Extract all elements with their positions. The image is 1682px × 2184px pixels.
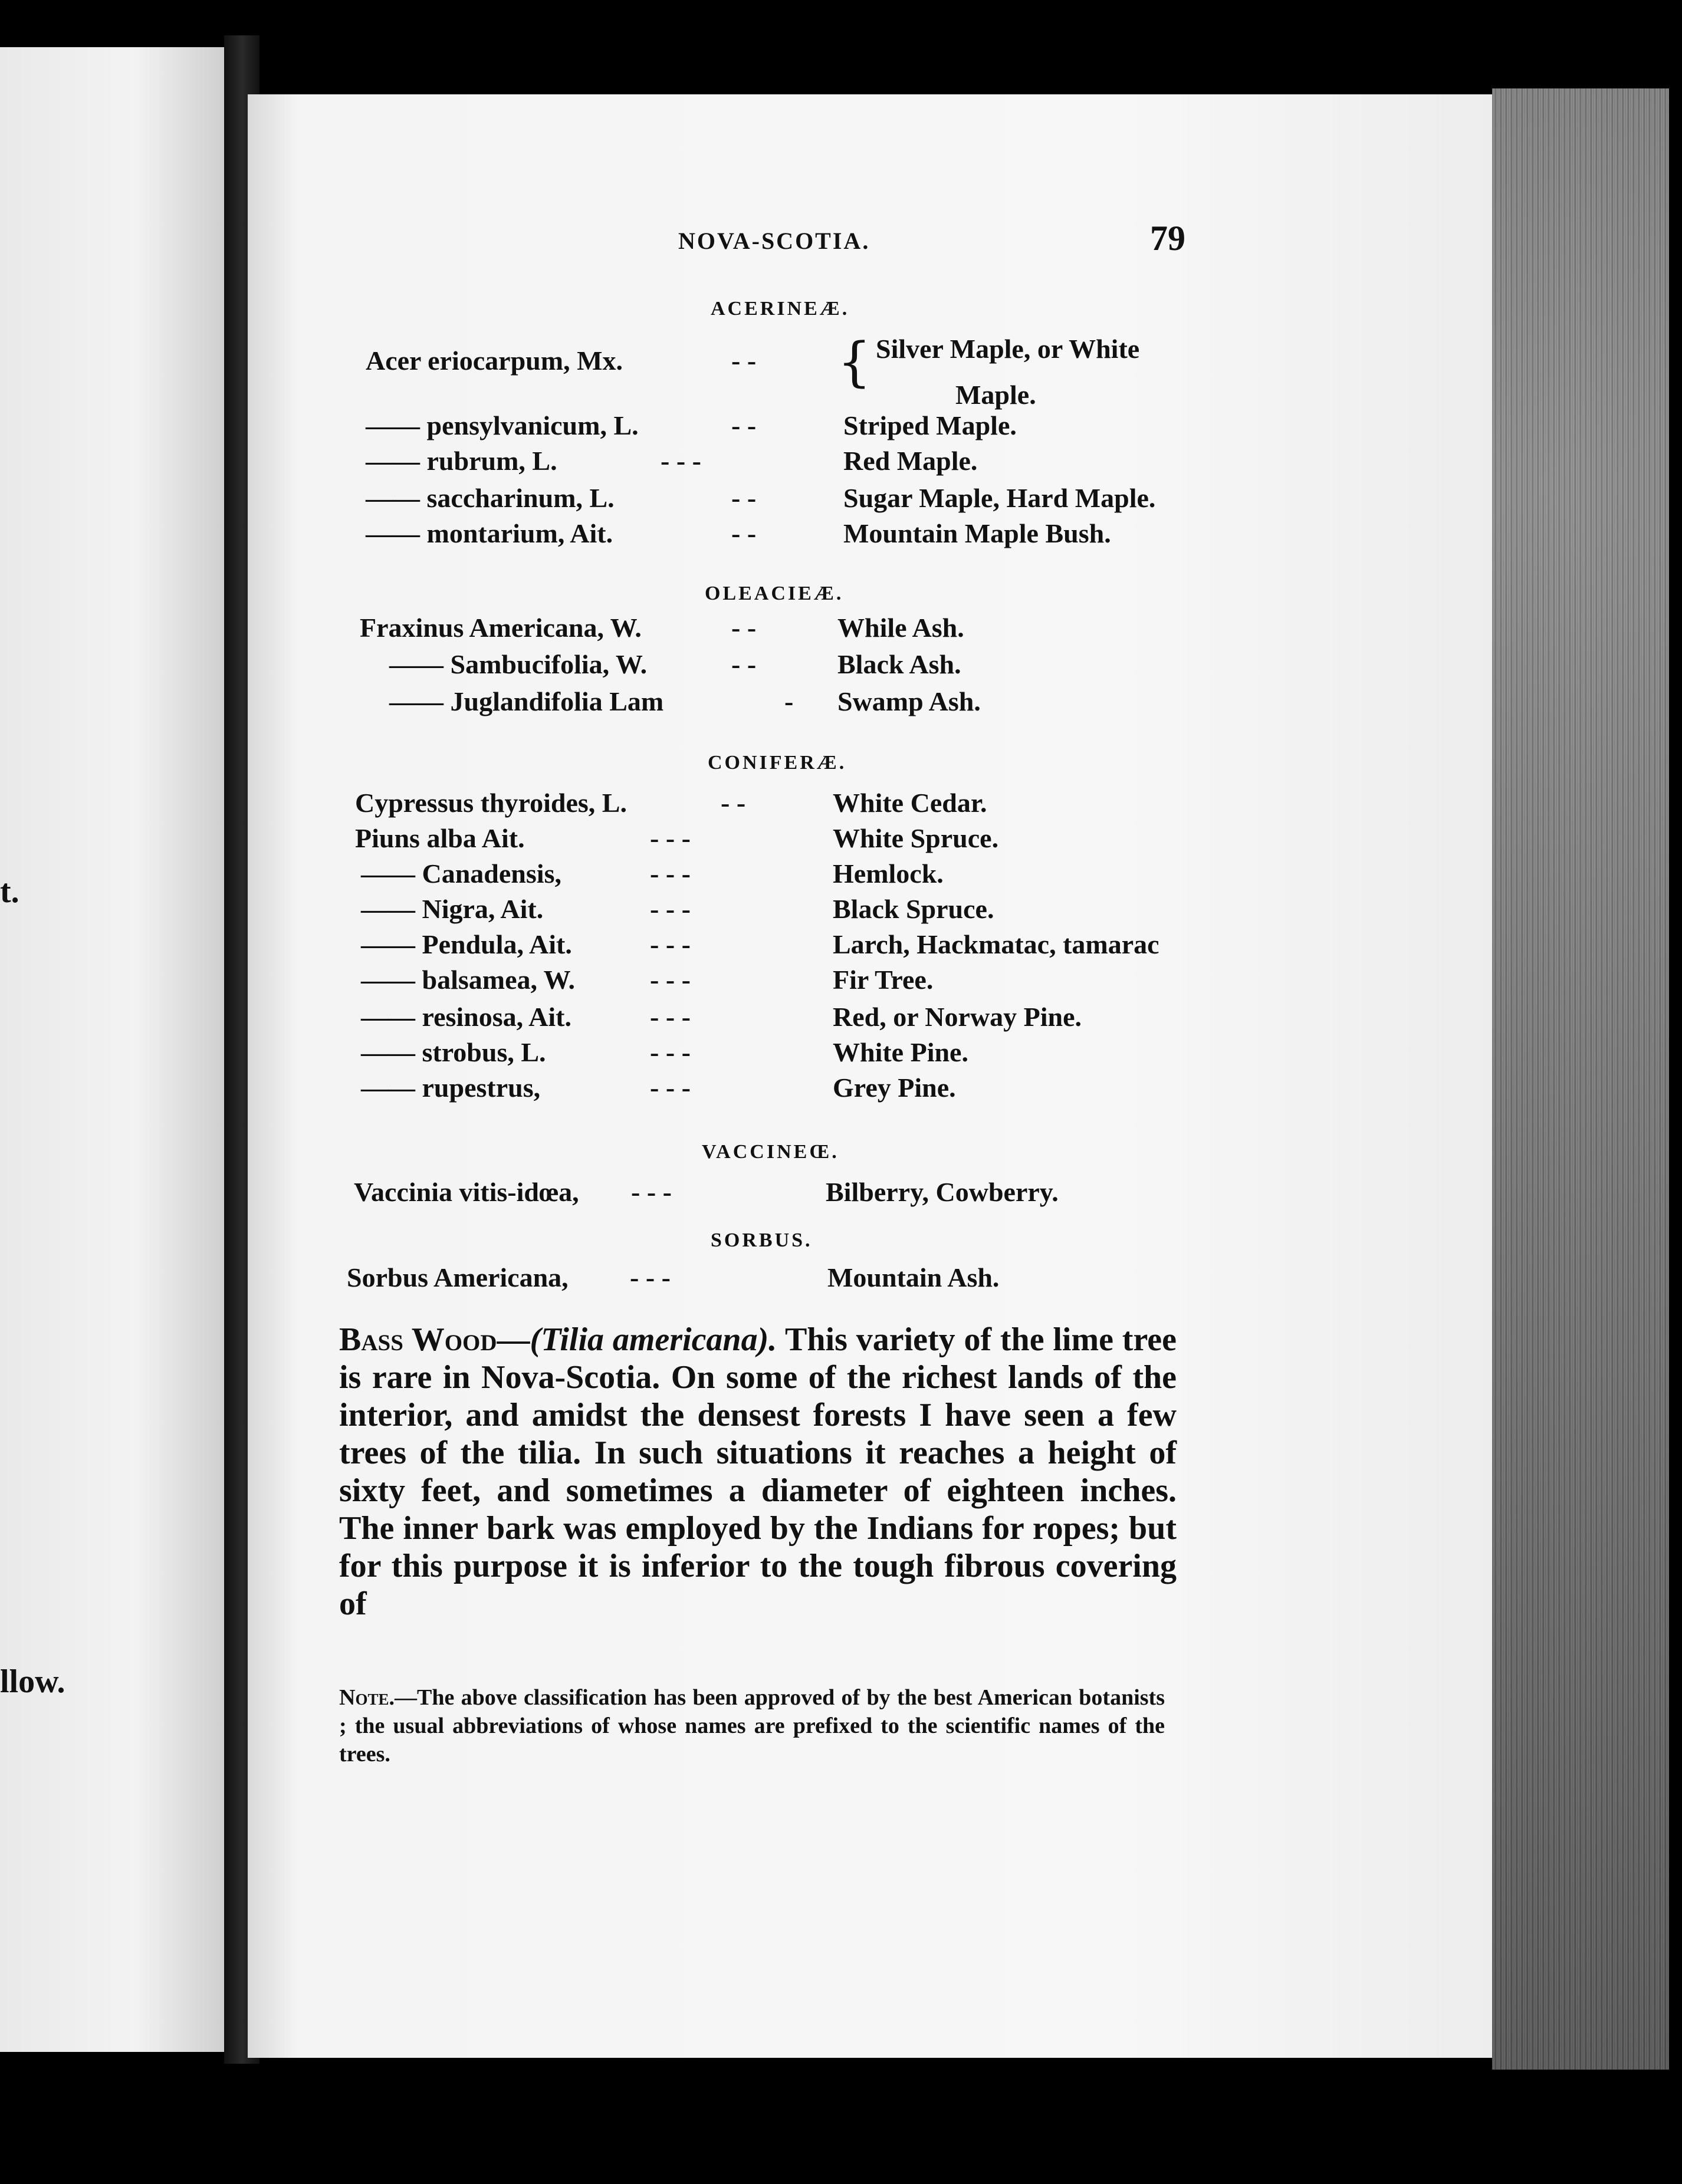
page-number: 79 xyxy=(1150,219,1185,258)
page-block-edge xyxy=(1492,88,1669,2070)
facing-page-fragment: t. xyxy=(0,873,19,910)
leader-dashes: - xyxy=(784,686,794,716)
paragraph-text: This variety of the lime tree is rare in Nova-Scotia. On some of the richest lands of the interior, and amidst the densest forests I have seen a few trees of the tilia. In such situations it reaches a height of sixty feet, and sometimes a diameter of eighteen inches. The inner bark was employed by the Indians for ropes; but for this purpose it is inferior to the tough fibrous covering of xyxy=(339,1321,1177,1622)
scientific-name: —— strobus, L. xyxy=(361,1037,546,1067)
scientific-name: —— saccharinum, L. xyxy=(366,483,615,513)
latin-name: (Tilia americana). xyxy=(530,1321,777,1358)
facing-page-fragment: llow. xyxy=(0,1663,65,1700)
scientific-name: —— rubrum, L. xyxy=(366,446,557,476)
body-paragraph xyxy=(339,1321,1177,1623)
scientific-name: Acer eriocarpum, Mx. xyxy=(366,346,623,376)
scientific-name: Vaccinia vitis-idœa, xyxy=(354,1177,579,1207)
scientific-name: —— rupestrus, xyxy=(361,1073,541,1103)
brace-mark: { xyxy=(837,331,872,393)
leader-dashes: - - - xyxy=(650,823,691,853)
family-heading: OLEACIEÆ. xyxy=(705,583,844,604)
common-name: Striped Maple. xyxy=(843,410,1017,440)
family-heading: VACCINEŒ. xyxy=(702,1141,839,1163)
common-name: Bilberry, Cowberry. xyxy=(826,1177,1059,1207)
leader-dashes: - - xyxy=(731,613,757,643)
leader-dashes: - - - xyxy=(650,1073,691,1103)
common-name: Mountain Maple Bush. xyxy=(843,518,1111,548)
common-name: Sugar Maple, Hard Maple. xyxy=(843,483,1156,513)
scientific-name: —— Canadensis, xyxy=(361,859,561,889)
leader-dashes: - - - xyxy=(650,1002,691,1032)
scientific-name: Piuns alba Ait. xyxy=(355,823,525,853)
leader-dashes: - - - xyxy=(650,859,691,889)
common-name: Hemlock. xyxy=(833,859,944,889)
leader-dashes: - - - xyxy=(650,1037,691,1067)
scientific-name: —— pensylvanicum, L. xyxy=(366,410,639,440)
common-name: Grey Pine. xyxy=(833,1073,956,1103)
leader-dashes: - - xyxy=(731,518,757,548)
leader-dashes: - - xyxy=(731,410,757,440)
footnote-text: —The above classification has been approved of by the best American botanists ; the usual abbreviations of whose names are prefixed to the scientific names of the trees. xyxy=(339,1685,1165,1767)
common-name: Black Ash. xyxy=(837,649,961,679)
common-name: Silver Maple, or White xyxy=(876,334,1140,364)
family-heading: ACERINEÆ. xyxy=(711,298,850,320)
leader-dashes: - - - xyxy=(630,1262,671,1292)
common-name: Larch, Hackmatac, tamarac xyxy=(833,929,1159,959)
leader-dashes: - - - xyxy=(650,894,691,924)
common-name: While Ash. xyxy=(837,613,964,643)
common-name: Mountain Ash. xyxy=(827,1262,1000,1292)
scientific-name: Sorbus Americana, xyxy=(347,1262,569,1292)
common-name: White Cedar. xyxy=(833,788,987,818)
leader-dashes: - - - xyxy=(650,929,691,959)
leader-dashes: - - xyxy=(731,483,757,513)
leader-dashes: - - xyxy=(731,649,757,679)
facing-page-left xyxy=(0,47,224,2052)
scientific-name: Cypressus thyroides, L. xyxy=(355,788,627,818)
footnote-lead: Note. xyxy=(339,1685,395,1710)
scientific-name: —— Nigra, Ait. xyxy=(361,894,544,924)
family-heading: CONIFERÆ. xyxy=(708,752,847,774)
common-name: Black Spruce. xyxy=(833,894,994,924)
scientific-name: Fraxinus Americana, W. xyxy=(360,613,642,643)
leader-dashes: - - xyxy=(731,346,757,376)
common-name: Maple. xyxy=(955,380,1036,410)
leader-dashes: - - - xyxy=(661,446,701,476)
scientific-name: —— Pendula, Ait. xyxy=(361,929,572,959)
running-head: NOVA-SCOTIA. xyxy=(678,228,870,254)
scientific-name: —— Juglandifolia Lam xyxy=(389,686,664,716)
common-name: White Spruce. xyxy=(833,823,999,853)
scientific-name: —— balsamea, W. xyxy=(361,965,575,995)
scientific-name: —— Sambucifolia, W. xyxy=(389,649,648,679)
common-name: White Pine. xyxy=(833,1037,968,1067)
common-name: Fir Tree. xyxy=(833,965,934,995)
leader-dashes: - - xyxy=(721,788,746,818)
common-name: Red, or Norway Pine. xyxy=(833,1002,1082,1032)
leader-dashes: - - - xyxy=(631,1177,672,1207)
footnote xyxy=(339,1683,1165,1768)
leader-dashes: - - - xyxy=(650,965,691,995)
common-name: Red Maple. xyxy=(843,446,978,476)
scientific-name: —— montarium, Ait. xyxy=(366,518,613,548)
common-name: Swamp Ash. xyxy=(837,686,981,716)
scientific-name: —— resinosa, Ait. xyxy=(361,1002,571,1032)
family-heading: SORBUS. xyxy=(711,1229,813,1251)
paragraph-lead: Bass Wood— xyxy=(339,1321,530,1358)
